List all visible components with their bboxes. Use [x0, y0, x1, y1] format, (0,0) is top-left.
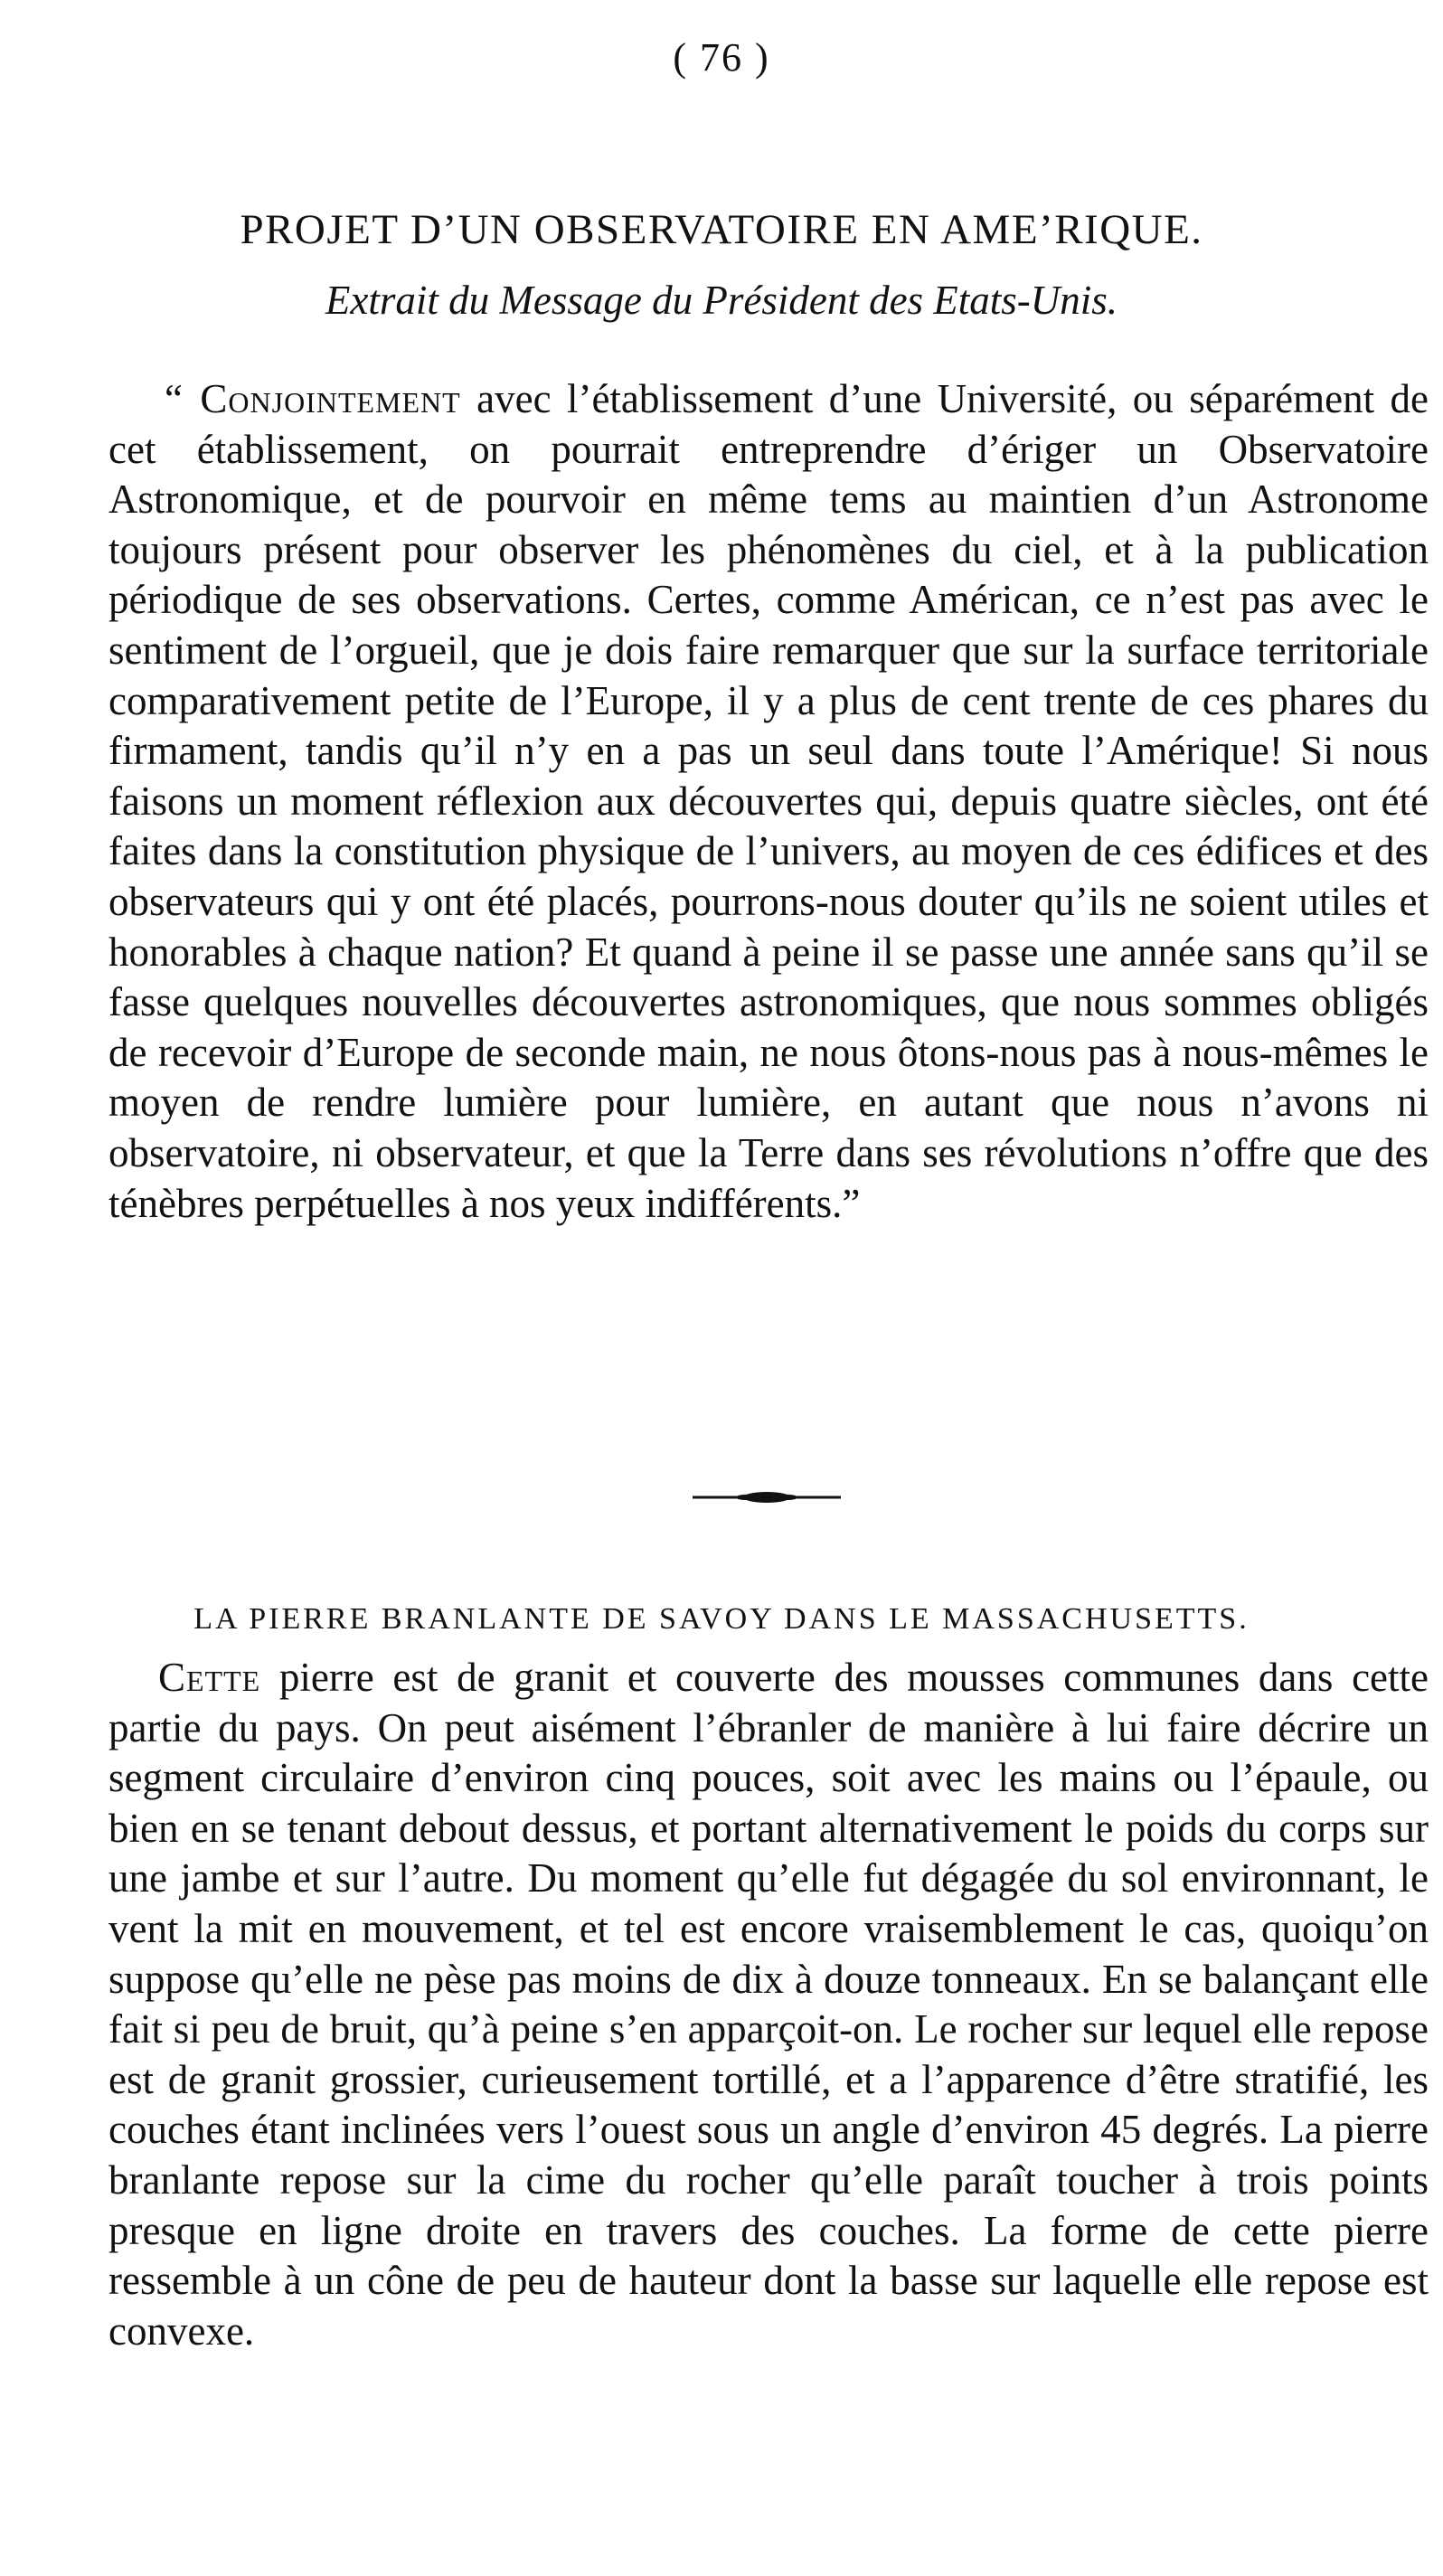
- section-divider-ornament: [691, 1488, 843, 1506]
- section-heading: LA PIERRE BRANLANTE DE SAVOY DANS LE MASSACHUSETTS.: [193, 1602, 1250, 1637]
- paragraph-text: pierre est de granit et couverte des mousses communes dans cette partie du pays. On peut aisément l’ébranler de manière à lui faire décrire un segment circulaire d’environ cinq pouces, soit avec les mains ou l’épaule, ou bien en se tenant debout dessus, et portant alternativement le poids du corps sur une jambe et sur l’autre. Du moment qu’elle fut dégagée du sol environnant, le vent la mit en mouvement, et tel est encore vraisemblement le cas, quoiqu’on suppose qu’elle ne pèse pas moins de dix à douze tonneaux. En se balançant elle fait si peu de bruit, qu’à peine s’en apparçoit-on. Le rocher sur lequel elle repose est de granit grossier, curieusement tortillé, et a l’apparence d’être stratifié, les couches étant inclinées vers l’ouest sous un angle d’environ 45 degrés. La pierre branlante repose sur la cime du rocher qu’elle paraît toucher à trois points presque en ligne droite en travers des couches. La forme de cette pierre ressemble à un cône de peu de hauteur dont la basse sur laquelle elle repose est convexe.: [108, 1655, 1429, 2354]
- paragraph-lead: “ Conjointement: [165, 376, 461, 421]
- page-number: ( 76 ): [673, 35, 770, 80]
- article-subtitle: Extrait du Message du Président des Etats-Unis.: [325, 278, 1118, 323]
- article-paragraph: [108, 374, 1429, 1229]
- article-title: PROJET D’UN OBSERVATOIRE EN AME’RIQUE.: [240, 206, 1203, 254]
- paragraph-text: avec l’établissement d’une Université, ou séparément de cet établissement, on pourrait entreprendre d’ériger un Observatoire Astronomique, et de pourvoir en même tems au maintien d’un Astronome toujours présent pour observer les phénomènes du ciel, et à la publication périodique de ses observations. Certes, comme Américan, ce n’est pas avec le sentiment de l’orgueil, que je dois faire remarquer que sur la surface territoriale comparativement petite de l’Europe, il y a plus de cent trente de ces phares du firmament, tandis qu’il n’y en a pas un seul dans toute l’Amérique! Si nous faisons un moment réflexion aux découvertes qui, depuis quatre siècles, ont été faites dans la constitution physique de l’univers, au moyen de ces édifices et des observateurs qui y ont été placés, pourrons-nous douter qu’ils ne soient utiles et honorables à chaque nation? Et quand à peine il se passe une année sans qu’il se fasse quelques nouvelles découvertes astronomiques, que nous sommes obligés de recevoir d’Europe de seconde main, ne nous ôtons-nous pas à nous-mêmes le moyen de rendre lumière pour lumière, en autant que nous n’avons ni observatoire, ni observateur, et que la Terre dans ses révolutions n’offre que des ténèbres perpétuelles à nos yeux indifférents.”: [108, 376, 1429, 1226]
- section-paragraph: [108, 1653, 1429, 2356]
- article-body: [108, 374, 1429, 1229]
- paragraph-lead: Cette: [158, 1655, 261, 1700]
- section-body: [108, 1653, 1429, 2356]
